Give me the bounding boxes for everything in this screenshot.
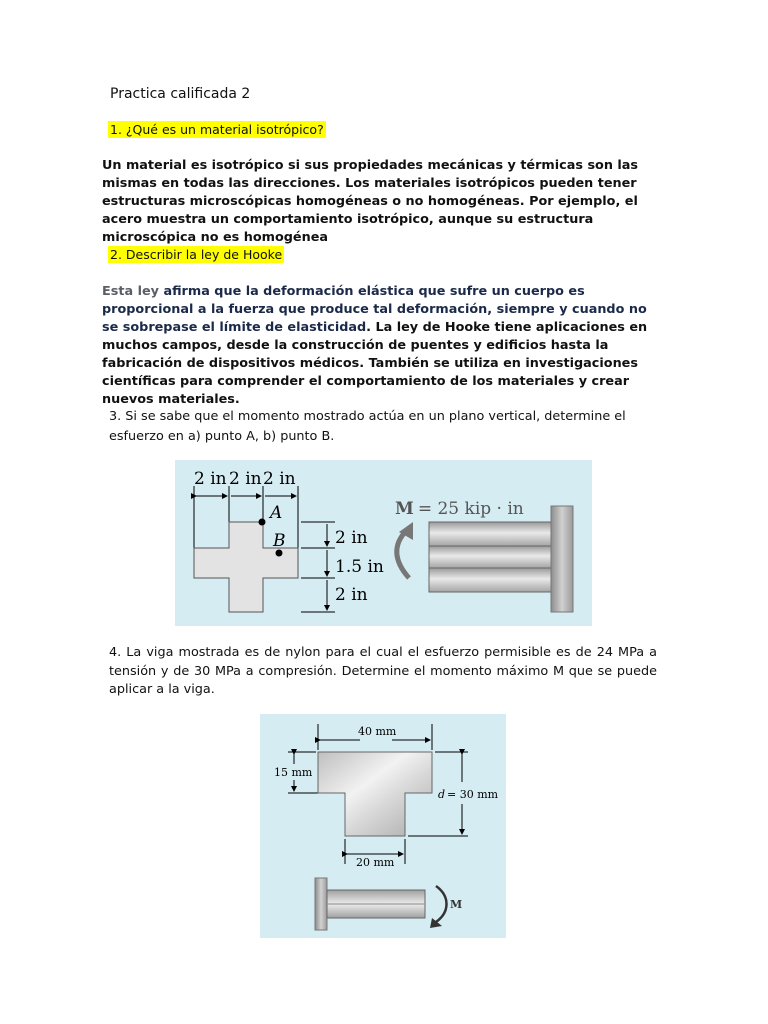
dim-right-3: 2 in (335, 585, 368, 605)
beam-layer-bottom (429, 568, 551, 592)
question-1 (108, 122, 326, 137)
moment-arrow-icon (397, 530, 409, 578)
question-3: 3. Si se sabe que el momento mostrado actúa en un plano vertical, determine el esfuerzo en a) punto A, b) punto B. (109, 409, 626, 444)
question-2 (108, 247, 284, 262)
support-wall (315, 878, 327, 930)
dim-top-3: 2 in (263, 469, 296, 489)
answer-2-highlight: afirma que la deformación elástica que sufre un cuerpo es proporcional a la fuerza que produce tal deformación, siempre y cuando no se sobrepase el límite de elasticidad (102, 284, 647, 335)
dim-top-label: 40 mm (358, 725, 397, 738)
dim-top-2: 2 in (229, 469, 262, 489)
answer-1: Un material es isotrópico si sus propiedades mecánicas y térmicas son las mismas en todas las direcciones. Los materiales isotrópicos pueden tener estructuras microscópicas homogéneas o no homogéneas. Por ejemplo, el acero muestra un comportamiento isotrópico, aunque su estructura microscópica no es homogénea (102, 158, 639, 245)
right-dimensions (301, 522, 335, 612)
support-wall (551, 506, 573, 612)
dim-web-label: 20 mm (356, 856, 395, 869)
question-2-text: 2. Describir la ley de Hooke (110, 247, 283, 262)
answer-2 (102, 283, 662, 409)
figure-t-section (260, 714, 506, 938)
dim-flange-label: 15 mm (274, 766, 313, 779)
dim-depth-symbol: d (438, 788, 446, 801)
moment-symbol: M (395, 499, 414, 519)
answer-2-lead: Esta ley (102, 284, 159, 299)
dim-depth-value: = 30 mm (447, 788, 499, 801)
question-4: 4. La viga mostrada es de nylon para el cual el esfuerzo permisible es de 24 MPa a tensión y de 30 MPa a compresión. Determine el momento máximo M que se puede aplicar a la viga. (109, 645, 657, 697)
beam-layer-middle (429, 546, 551, 568)
moment-arrow-icon (436, 886, 447, 922)
t-section-shape (318, 752, 432, 836)
point-b-label: B (273, 531, 286, 551)
dim-right-2: 1.5 in (335, 557, 384, 577)
dim-depth-label (438, 788, 499, 801)
beam-layer-top (429, 522, 551, 546)
question-1-text: 1. ¿Qué es un material isotrópico? (110, 122, 324, 137)
page-title: Practica calificada 2 (110, 86, 251, 102)
figure-cross-section (175, 460, 592, 626)
moment-label: M (450, 898, 463, 911)
point-a-label: A (270, 503, 283, 523)
moment-value: = 25 kip · in (417, 499, 524, 519)
answer-2-rest: . La ley de Hooke tiene aplicaciones en muchos campos, desde la construcción de puentes y edificios hasta la fabricación de dispositivos médicos. También se utiliza en investigaciones científicas para comprender el comportamiento de los materiales y crear nuevos materiales. (102, 320, 648, 407)
dim-right-1: 2 in (335, 528, 368, 548)
point-a-marker (259, 519, 266, 526)
moment-label (395, 499, 524, 519)
dim-top-1: 2 in (194, 469, 227, 489)
